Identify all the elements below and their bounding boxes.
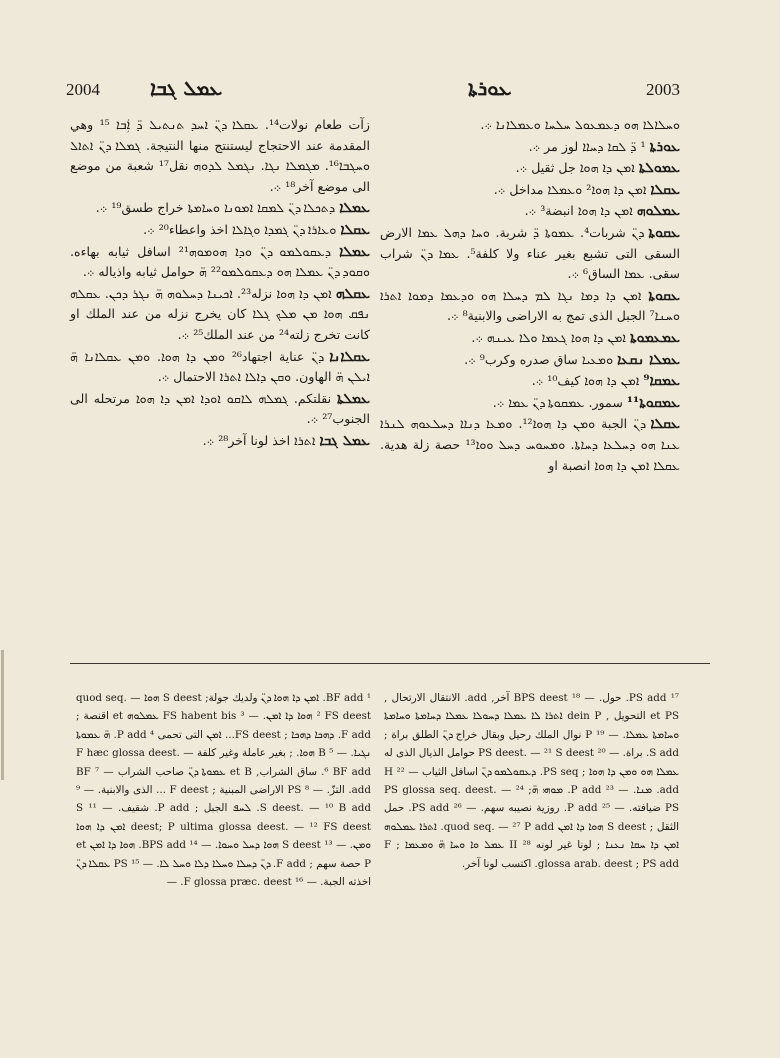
running-head-right: ܥܘܪܬܐ <box>468 76 512 100</box>
dictionary-entry <box>70 115 370 197</box>
entry-headword: ܥܡܩܘܬܐ¹¹ <box>626 394 680 411</box>
entry-gloss: ܕܥܩܘܠܡܘ ܕܢ̈ ܘܕܐ ܗܘܡܘܗ²¹ اسافل ثيابه بهاءه. ܘܩܘܕ ܕܢ̈ ܥܡܠܐ ܗܘ ܕܥܩܘܠܡܘ²² ܗ̈ حوامل ثيابه واذياله ܀. <box>70 243 370 280</box>
footnotes-right <box>384 689 679 873</box>
entry-gloss: ܘܡܥܝܐ ساق صدره وكرب⁹ ܀. <box>464 351 614 367</box>
dictionary-entry <box>380 115 680 136</box>
entry-gloss: ܕܢ̈ عناية اجتهاد²⁶ ܘܡܢ ܕܐ ܗܘܐ. ܘܡܢ ܥܩܠܐܢܐ ܗ̈ ܐܝܠܢ ܗ̈ الهاون. ܘܩܢ ܕܐܠܐ ܐܬܪܐ الاحتمال ܀. <box>70 348 370 385</box>
dictionary-entry <box>70 198 370 219</box>
entry-headword: ܥܡܠܐ <box>339 200 370 217</box>
entry-headword: ܥܩܠܐ <box>650 416 680 433</box>
page-number-left: 2004 <box>66 80 100 99</box>
entry-gloss: ܐܡܢ ܕܐ ܗܘܐ انبضة³ ܀. <box>524 203 633 219</box>
footnote-block: ¹ BF add. ܐܡܢ ܕܐ ܗܘܐ ܕܢ̈ ولديك جولة; S deest ܗܘܐ quod seq. — ² FS deest ܗܘܐ ܕܐ ܐܡܢ. — ³ FS habent bis ܥܡܠܘܗ et اقنصة ; F add. ܕܗܟܐ ܕܗܟܐ ; FS deest... ܐܡܢ التى تحمى ⁴ P add. ܗ̈ ܥܡܘܬܐ ܢܓܝܐ. — ⁵ B ܗܘܐ. ; بغير عاملة وغير كلفة F hæc glossa deest. — ⁶ BF add. ساق الشراب, et B ܥܡܘܬܐ ܕܢ̈ صاحب الشراب — ⁷ BF add. التزّ. — ⁸ PS الاراضى المبنية ; F deest ... الذى والابنية. — ⁹ S deest. — ¹⁰ B add. ܠܚܦ الجبل ; P add. شقيف. — ¹¹ S deest; P ultima glossa deest. — ¹² FS deest ܐܡܢ ܕܐ ܗܘܐ ܘܡܢ. — ¹³ S deest ܗܘܐ ܕܚܠ ܘܚܘܐ. — ¹⁴ BPS add. ܗܘܐ ܕܐ ܐܡܢ et P حصة سهم ; F add. ܕܢ̈ ܕܚܠܐ ܘܚܠܐ ܕܠܐ ܘܚܠ ܠܐ. — ¹⁵ PS ܥܩܠܐ ܕܢ̈ اخذته الجبة. — ¹⁶ F glossa præc. deest. — <box>76 692 372 889</box>
footnote-divider <box>70 663 710 664</box>
dictionary-entry <box>380 158 680 179</box>
entry-gloss: ܕܢ̈ شربات⁴. ܥܡܘܬܐ ܕ̈ شربة. ܘܚܐ ܕܗܠ ܥܡܐ الارض السقى التى تشبع بغير عناء ولا كلفة⁵. ܥܡܐ ܕܢ̈ شراب سقى. ܥܡܐ الساق⁶ ܀. <box>380 224 680 282</box>
entry-gloss: ܐܬܪܐ اخذ لونا آخر²⁸ ܀. <box>202 432 316 448</box>
entry-headword: ܥܡܥܡܘܬܐ <box>629 329 680 346</box>
entry-headword: ܥܡܠ ܓܒܐ <box>319 432 370 449</box>
entry-headword: ܥܡܠܐ <box>339 243 370 260</box>
entry-gloss: ܐܡܢ ܕܐ ܗܘܐ جل ثقيل ܀. <box>515 160 635 176</box>
dictionary-entry <box>70 347 370 388</box>
dictionary-entry <box>70 284 370 346</box>
dictionary-entry <box>380 414 680 476</box>
entry-gloss: سمور. ܥܡܩܘܬܐ ܕܢ̈ ܥܡܐ ܀. <box>492 394 623 410</box>
footnote-block: ¹⁷ PS add. حول. — ¹⁸ BPS deest آخر, add. الانتقال الارتحال , et PS التحويل , dein P ܐܬܪܐ ܠܐ ܥܡܠܐ ܕܚܘܠܐ ܥܡܠܐ ܕܚܐܡܬܐ ܘܚܐܡܬܐ ܘܚܐܡܬܐ ܥܡܠܐ. — ¹⁹ P نوال الملك رحيل وبقال خراج ܕܢ̈ الطلق براة ; S add. براة. — ²⁰ PS deest. — ²¹ S deest حوامل الذيال الذى له ܥܡܠܐ ܗܘ ܘܡܢ ܕܐ ܗܘܐ ; PS seq. ܕܥܩܘܠܡܘ ܕܢ̈ اسافل الثياب — ²² H add. ܡܢܐ. — ²³ P add. ܡܘܗܝ ܗ̈; PS glossa seq. deest. — ²⁴ PS ضيافته. — ²⁵ P add. روزية نصيبه سهم. — ²⁶ PS add. حمل الثقل ; S deest ܗܘܐ ܕܐ ܐܡܢ quod seq. — ²⁷ P add. ܐܬܪܐ ܥܡܠܘܗ ܐܡܢ ܕܐ ܚܩܐ ܢܥܢܐ ; لونا غير لونه II ²⁸ ܥܡܠ ܘܐ ܘܚܐ ܗ̈ ܘܡܥܡܐ ; F glossa arab. deest ; PS add. اكتسب لونا آخر. <box>384 692 680 870</box>
entry-gloss: ܐܡܢ ܕܐ ܗܘܐ ܓܥܡܐ ܘܠܐ ܥܝܢܗ ܀. <box>471 329 626 345</box>
entry-headword: ܥܘܪܬܐ <box>649 138 680 155</box>
entry-gloss: ܘܚܠܐܠܐ ܗܘ ܕܥܡܥܘܠ ܚܠܚܐ ܘܥܡܠܐܢܐ ܀. <box>480 117 680 132</box>
dictionary-entry <box>380 286 680 327</box>
dictionary-entry <box>380 328 680 349</box>
dictionary-entry <box>380 350 680 371</box>
entry-gloss: زآت طعام نولات¹⁴. ܥܩܠܐ ܕܢ̈ ܐܚܕ ܬܢܬܝܠ ܕ̈ ܐܲܒܐ ¹⁵ وهي المقدمة عند الاحتجاج ليستنتج منها النتيجة. ܓܡܠܐ ܕܢ̈ ܐܬܐܠ ܘܚܓܒܐ¹⁶. ܡܓܡܠܐ ܢܓܐ. ܢܓܡܠ ܠܕܘܗ نقل¹⁷ شعبة من موضع الى موضع آخر¹⁸ ܀. <box>70 117 370 194</box>
entry-headword: ܥܩܠܐܢܐ <box>329 348 370 365</box>
dictionary-entry <box>380 137 680 158</box>
entry-headword: ܥܡܘܠܬܐ <box>638 160 680 177</box>
footnotes-left <box>76 689 371 891</box>
entry-headword: ܥܡܠܬܐ <box>337 390 370 407</box>
dictionary-entry <box>70 242 370 283</box>
left-column-entries <box>70 115 370 453</box>
page-number-right: 2003 <box>646 80 680 99</box>
dictionary-entry <box>70 389 370 430</box>
entry-gloss: ܐܡܢ ܕܐ ܗܘܐ نزله²³. ܐܟܝܢܐ ܕܚܠܘܗ ܗ̈ ܢܓܪ ܕܟܢ. ܥܩܠܗ ܢܦܩ ܗܘܐ ܡܢ ܡܠܟ ܓܠܐ كان يخرج نزله من عند الملك او كانت تخرج زلته²⁴ من عند الملك²⁵ ܀. <box>70 285 370 342</box>
entry-headword: ܥܡܠܐ ܢܩܥܐ <box>617 351 680 368</box>
entry-headword: ܥܩܠܗ <box>335 285 370 302</box>
page-edge-shadow <box>1 650 4 780</box>
dictionary-entry <box>70 220 370 241</box>
dictionary-entry <box>380 371 680 392</box>
right-column-entries <box>380 115 680 477</box>
entry-headword: ܥܡܩܐ⁹ <box>643 373 680 390</box>
entry-headword: ܥܡܠܘܗ <box>636 203 680 220</box>
entry-gloss: ܕܢ̈ الجبة ܘܡܢ ܕܐ ܗܘܐ¹². ܘܡܥܐ ܕܢܐܐ ܕܚܠܥܘܗ ܠܢܪܐ ܥܢܐ ܗܘ ܕܚܠܥܐ ܕܚܐܬܐ. ܘܡܚܘܚ ܕܚܠ ܘܘܐ¹³ حصة زلة هدية. ܥܩܠܐ ܐܡܢ ܕܐ ܗܘܐ انصبة او <box>380 416 680 473</box>
entry-headword: ܥܩܠܐ <box>340 221 370 238</box>
entry-gloss: ܕܬܟܠܐ ܕܢ̈ ܠܡܩܐ ܐܡܘܢܐ ܘܚܐܡܬܐ خراج طسق¹⁹ ܀. <box>95 200 336 216</box>
entry-headword: ܥܩܘܬܐ <box>648 224 680 241</box>
entry-headword: ܥܩܘܬܐ <box>648 287 680 304</box>
dictionary-entry <box>380 201 680 222</box>
dictionary-entry <box>70 431 370 452</box>
entry-gloss: نقلتكم. ܓܡܠܗ ܠܐܩܘ ܐܘܕܐ ܐܡܢ ܕܐ ܗܘܐ مرتحله الى الجنوب²⁷ ܀. <box>70 390 370 427</box>
dictionary-entry <box>380 393 680 414</box>
entry-gloss: ¹ ܕ̈ ܠܩܐ ܕܚܐܐ لوز مر ܀. <box>528 138 646 154</box>
dictionary-entry <box>380 180 680 201</box>
entry-headword: ܥܩܠܐ <box>650 181 680 198</box>
running-head-left: ܥܡܠ ܓܒܐ <box>150 76 223 100</box>
entry-gloss: ܘܥܐܪܐ ܕܢ̈ ܓܡܕܐ ܘܓܐܠܐ اخذ واعطاء²⁰ ܀. <box>143 221 337 237</box>
entry-gloss: ܐܡܢ ܕܐ ܗܘܐ كيف¹⁰ ܀. <box>531 373 640 389</box>
entry-gloss: ܐܡܢ ܕܐ ܗܘܐ² ܘܥܡܠܐ مداخل ܀. <box>493 181 647 197</box>
dictionary-entry <box>380 223 680 285</box>
entry-gloss: ܐܡܢ ܕܐ ܕܡܐ ܢܓܐ ܠܡ ܕܚܠܐ ܗܘ ܘܕܥܡܐ ܕܡܘܐ ܐܬܪܐ ܘܚܢܐ⁷ الجبل الذى تمج به الاراضى والابنية⁸ ܀. <box>380 287 680 324</box>
